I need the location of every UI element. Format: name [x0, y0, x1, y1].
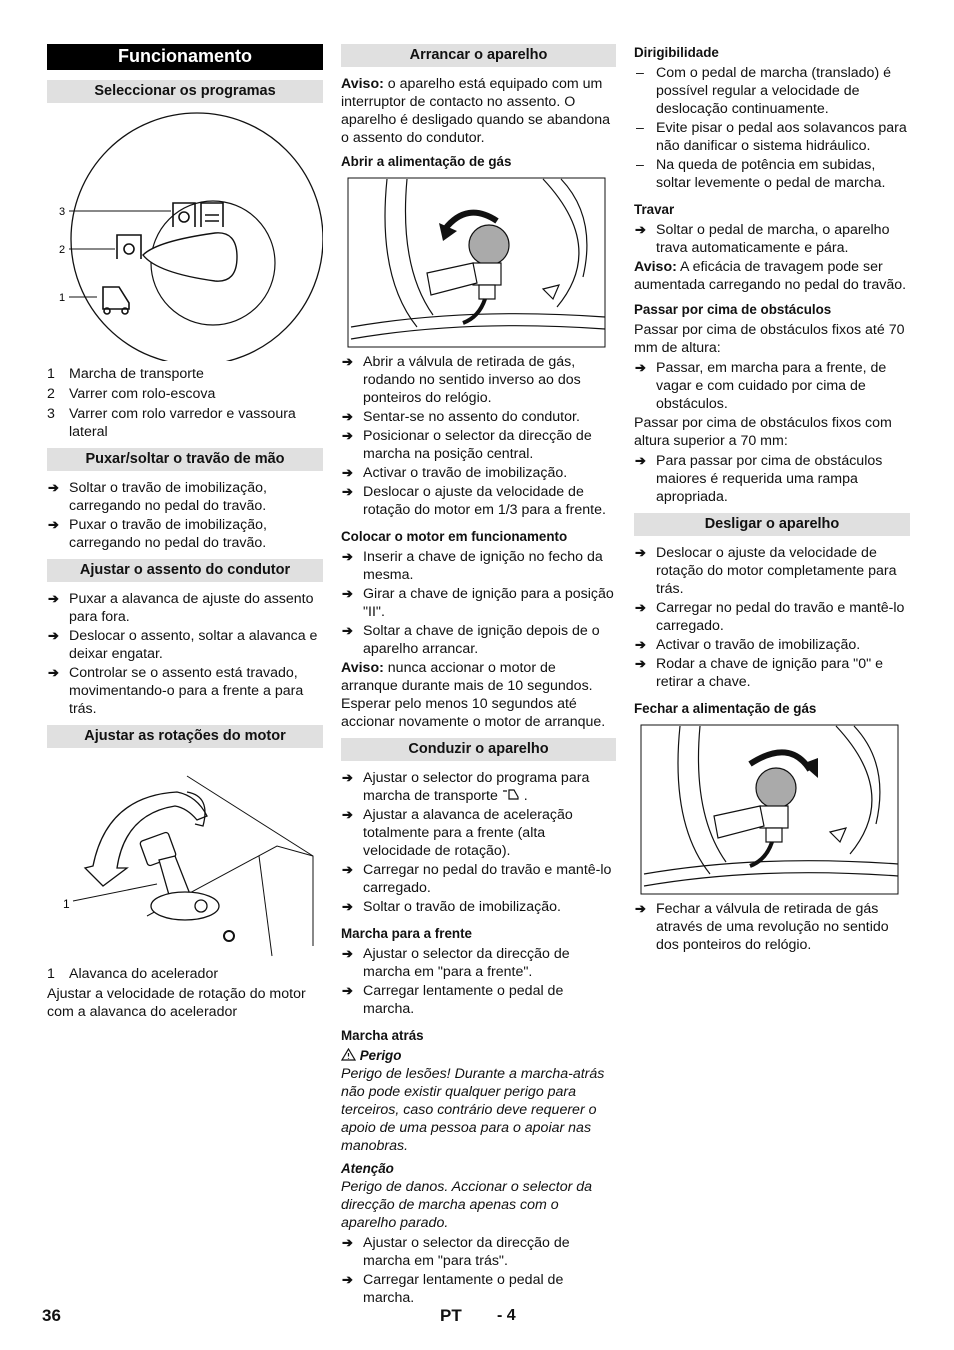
fig1-label-3: 3: [59, 206, 66, 218]
step: ➔ Soltar o pedal de marcha, o aparelho trava automaticamente e pára.: [634, 221, 910, 257]
step: ➔ Deslocar o assento, soltar a alavanca e deixar engatar.: [47, 627, 323, 663]
gas-valve-open-figure: [347, 177, 607, 349]
brush-roller-icon: [173, 203, 195, 227]
step: ➔ Soltar a chave de ignição depois de o aparelho arrancar.: [341, 622, 616, 658]
sub-page-number: - 4: [497, 1307, 516, 1324]
notice: Aviso: o aparelho está equipado com um interruptor de contacto no assento. O aparelho é desligado quando se abandona o assento do condutor.: [341, 76, 611, 146]
column-2: [341, 44, 616, 1308]
fig2-label-1: 1: [63, 897, 70, 911]
step: ➔ Soltar o travão de imobilização, carregando no pedal do travão.: [47, 479, 323, 515]
step: ➔ Ajustar o selector da direcção de marcha em "para a frente".: [341, 945, 616, 981]
step: ➔ Activar o travão de imobilização.: [634, 636, 910, 654]
list-item: – Com o pedal de marcha (translado) é possível regular a velocidade de deslocação continuamente.: [634, 64, 910, 118]
step: ➔ Controlar se o assento está travado, movimentando-o para a frente a para trás.: [47, 664, 323, 718]
program-selector-figure: [47, 111, 323, 361]
step: ➔ Ajustar o selector do programa para marcha de transporte .: [341, 769, 616, 805]
caution-heading: Atenção: [341, 1161, 394, 1176]
step: ➔ Soltar o travão de imobilização.: [341, 898, 616, 916]
column-3: [634, 44, 910, 955]
step: ➔ Puxar o travão de imobilização, carregando no pedal do travão.: [47, 516, 323, 552]
list-item: – Evite pisar o pedal aos solavancos para não danificar o sistema hidráulico.: [634, 119, 910, 155]
step: ➔ Carregar no pedal do travão e mantê-lo carregado.: [341, 861, 616, 897]
legend-item: 1 Marcha de transporte: [47, 366, 204, 382]
fig1-label-1: 1: [59, 292, 66, 304]
step: ➔ Fechar a válvula de retirada de gás através de uma revolução no sentido dos ponteiros do relógio.: [634, 900, 910, 954]
step: ➔ Rodar a chave de ignição para "0" e retirar a chave.: [634, 655, 910, 691]
subheading: Passar por cima de obstáculos: [634, 302, 832, 317]
notice: Aviso: A eficácia de travagem pode ser aumentada carregando no pedal do travão.: [634, 259, 907, 293]
step: ➔ Ajustar a alavanca de aceleração totalmente para a frente (alta velocidade de rotação).: [341, 806, 616, 860]
section-seat: Ajustar o assento do condutor: [47, 559, 323, 582]
transport-mode-icon: [103, 287, 129, 314]
subheading: Travar: [634, 202, 675, 217]
step: ➔ Puxar a alavanca de ajuste do assento para fora.: [47, 590, 323, 626]
subheading: Dirigibilidade: [634, 45, 719, 60]
subheading: Abrir a alimentação de gás: [341, 154, 512, 169]
paragraph: Passar por cima de obstáculos fixos até 70 mm de altura:: [634, 322, 905, 356]
paragraph: Ajustar a velocidade de rotação do motor com a alavanca do acelerador: [47, 986, 306, 1020]
fig1-label-2: 2: [59, 244, 66, 256]
legend-item: 2 Varrer com rolo-escova: [47, 386, 216, 402]
language-code: PT: [440, 1306, 462, 1325]
section-engine-rpm: Ajustar as rotações do motor: [47, 725, 323, 748]
section-start-device: Arrancar o aparelho: [341, 44, 616, 67]
throttle-lever-figure: [47, 756, 323, 961]
danger-text: Perigo de lesões! Durante a marcha-atrás não pode existir qualquer perigo para terceiros, caso contrário deve requerer o apoio de uma pessoa para o apoiar nas manobras.: [341, 1066, 605, 1154]
section-hand-brake: Puxar/soltar o travão de mão: [47, 448, 323, 471]
step: ➔ Activar o travão de imobilização.: [341, 464, 616, 482]
subheading: Fechar a alimentação de gás: [634, 701, 817, 716]
step: ➔ Ajustar o selector da direcção de marcha em "para trás".: [341, 1234, 616, 1270]
step: ➔ Deslocar o ajuste da velocidade de rotação do motor em 1/3 para a frente.: [341, 483, 616, 519]
step: ➔ Girar a chave de ignição para a posição "II".: [341, 585, 616, 621]
subheading: Marcha atrás: [341, 1028, 424, 1043]
section-select-programs: Seleccionar os programas: [47, 80, 323, 103]
section-drive-device: Conduzir o aparelho: [341, 738, 616, 761]
step: ➔ Passar, em marcha para a frente, de vagar e com cuidado por cima de obstáculos.: [634, 359, 910, 413]
legend-item: 3 Varrer com rolo varredor e vassoura lateral: [47, 406, 296, 440]
subheading: Colocar o motor em funcionamento: [341, 529, 568, 544]
step: ➔ Posicionar o selector da direcção de marcha na posição central.: [341, 427, 616, 463]
chapter-title: Funcionamento: [47, 44, 323, 70]
caution-text: Perigo de danos. Accionar o selector da direcção de marcha apenas com o aparelho parado.: [341, 1179, 593, 1231]
notice: Aviso: nunca accionar o motor de arranque durante mais de 10 segundos. Esperar pelo menos 10 segundos até accionar novamente o motor de arranque.: [341, 660, 606, 730]
column-1: [47, 44, 323, 1023]
list-item: – Na queda de potência em subidas, soltar levemente o pedal de marcha.: [634, 156, 910, 192]
roller-brush-icon: [117, 235, 141, 259]
subheading: Marcha para a frente: [341, 926, 472, 941]
step: ➔ Inserir a chave de ignição no fecho da mesma.: [341, 548, 616, 584]
danger-heading: Perigo: [341, 1047, 616, 1065]
legend-item: 1 Alavanca do acelerador: [47, 966, 219, 982]
step: ➔ Para passar por cima de obstáculos maiores é requerida uma rampa apropriada.: [634, 452, 910, 506]
step: ➔ Abrir a válvula de retirada de gás, rodando no sentido inverso ao dos ponteiros do relógio.: [341, 353, 616, 407]
step: ➔ Sentar-se no assento do condutor.: [341, 408, 616, 426]
step: ➔ Carregar lentamente o pedal de marcha.: [341, 1271, 616, 1307]
step: ➔ Carregar no pedal do travão e mantê-lo carregado.: [634, 599, 910, 635]
transport-mode-icon: [502, 788, 520, 801]
section-switch-off: Desligar o aparelho: [634, 513, 910, 536]
step: ➔ Deslocar o ajuste da velocidade de rotação do motor completamente para trás.: [634, 544, 910, 598]
warning-triangle-icon: [341, 1048, 356, 1061]
side-brush-icon: [201, 203, 223, 227]
page-number: 36: [42, 1306, 61, 1325]
step: ➔ Carregar lentamente o pedal de marcha.: [341, 982, 616, 1018]
gas-valve-close-figure: [640, 724, 900, 896]
paragraph: Passar por cima de obstáculos fixos com altura superior a 70 mm:: [634, 415, 892, 449]
